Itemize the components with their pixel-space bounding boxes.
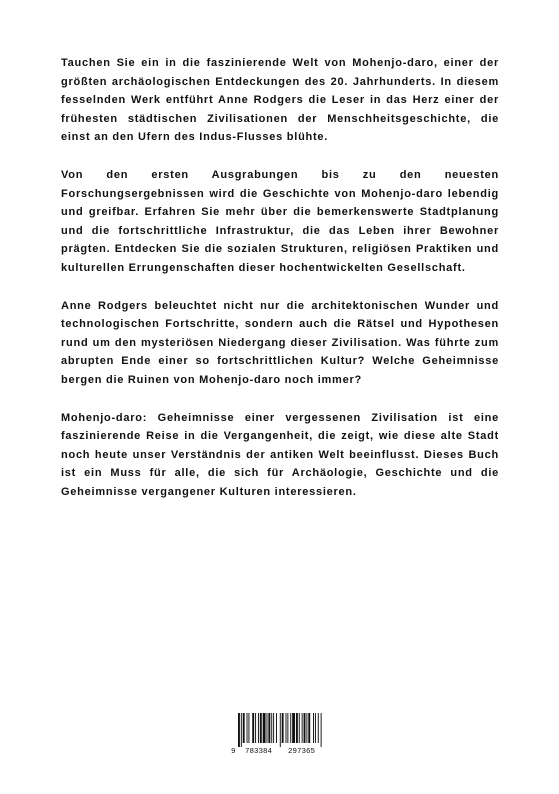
barcode-bar (290, 713, 291, 743)
barcode-bar (248, 713, 249, 743)
barcode-bar (280, 713, 281, 747)
barcode-bar (267, 713, 268, 743)
barcode-bar (296, 713, 298, 743)
barcode-prefix-digit: 9 (231, 748, 236, 755)
barcode-bar (238, 713, 240, 747)
barcode-bar (273, 713, 274, 743)
barcode-bar (263, 713, 266, 743)
barcode-right-digits: 297365 (288, 748, 316, 755)
blurb-paragraph-1: Tauchen Sie ein in die faszinierende Welt von Mohenjo-daro, einer der größten archäologischen Entdeckungen des 20. Jahrhunderts. In diesem fesselnden Werk entführt Anne Rodgers die Leser in das Herz einer der frühesten städtischen Zivilisationen der Menschheitsgeschichte, die einst an den Ufern des Indus-Flusses blühte. (61, 57, 499, 144)
barcode-bar (243, 713, 245, 743)
barcode-bar (260, 713, 262, 743)
barcode-bar (315, 713, 316, 743)
barcode-bar (306, 713, 307, 743)
barcode-left-digits: 783384 (245, 748, 273, 755)
blurb-paragraph-4: Mohenjo-daro: Geheimnisse einer vergessenen Zivilisation ist eine faszinierende Reise in die Vergangenheit, die zeigt, wie diese alte Stadt noch heute unser Verständnis der antiken Welt beeinflusst. Dieses Buch ist ein Muss für alle, die sich für Archäologie, Geschichte und die Geheimnisse vergangener Kulturen interessieren. (61, 411, 499, 498)
barcode-graphic (231, 713, 329, 755)
barcode-bar (292, 713, 295, 743)
barcode-bar (255, 713, 256, 743)
barcode-bar (241, 713, 242, 747)
barcode-bar (308, 713, 310, 743)
barcode-bar (313, 713, 314, 743)
back-cover-blurb (61, 54, 499, 520)
barcode-bar (252, 713, 254, 743)
barcode-bar (268, 713, 270, 743)
barcode-bar (299, 713, 300, 743)
barcode-bar (247, 713, 248, 743)
barcode-bar (304, 713, 306, 743)
barcode-bar (276, 713, 277, 743)
barcode-bar (258, 713, 259, 743)
barcode-bar (286, 713, 287, 743)
blurb-paragraph-2: Von den ersten Ausgrabungen bis zu den neuesten Forschungsergebnissen wird die Geschichte von Mohenjo-daro lebendig und greifbar. Erfahren Sie mehr über die bemerkenswerte Stadtplanung und die fortschrittliche Infrastruktur, die das Leben ihrer Bewohner prägten. Entdecken Sie die sozialen Strukturen, religiösen Praktiken und kulturellen Errungenschaften dieser hochentwickelten Gesellschaft. (61, 168, 499, 274)
blurb-paragraph-3: Anne Rodgers beleuchtet nicht nur die architektonischen Wunder und technologischen Fortschritte, sondern auch die Rätsel und Hypothesen rund um den mysteriösen Niedergang dieser Zivilisation. Was führte zum abrupten Ende einer so fortschrittlichen Kultur? Welche Geheimnisse bergen die Ruinen von Mohenjo-daro noch immer? (61, 299, 499, 386)
barcode-bar (287, 713, 288, 743)
barcode-bar (271, 713, 272, 743)
barcode-bar (321, 713, 322, 747)
barcode-bar (318, 713, 319, 743)
barcode-bar (302, 713, 303, 743)
isbn-barcode (231, 713, 329, 755)
barcode-bar (282, 713, 284, 743)
